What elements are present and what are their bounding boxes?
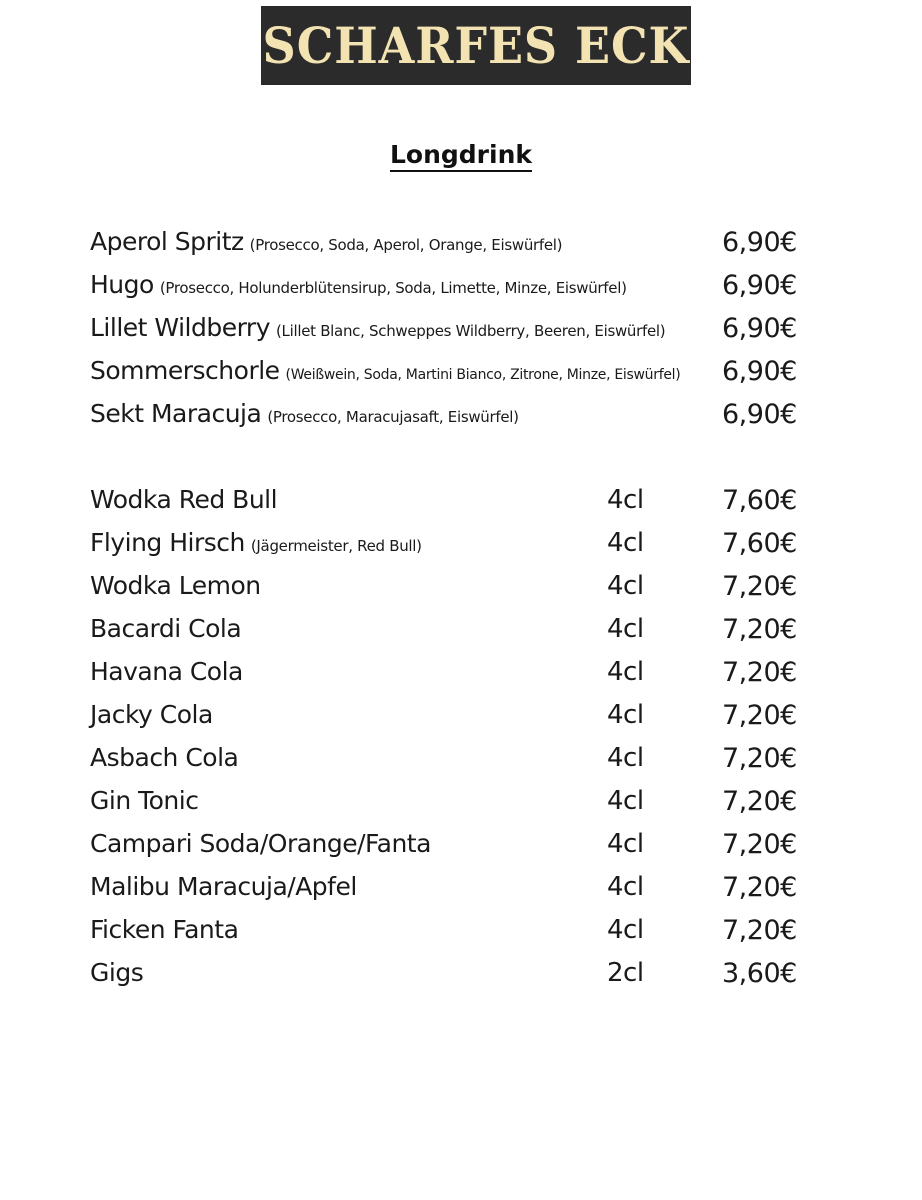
menu-item bbox=[90, 614, 830, 654]
item-price: 7,20€ bbox=[722, 829, 797, 860]
item-price: 6,90€ bbox=[722, 227, 797, 258]
item-size: 2cl bbox=[607, 958, 644, 988]
item-description: (Lillet Blanc, Schweppes Wildberry, Beeren, Eiswürfel) bbox=[276, 322, 666, 340]
menu-item bbox=[90, 958, 830, 998]
menu-item bbox=[90, 786, 830, 826]
item-price: 6,90€ bbox=[722, 270, 797, 301]
item-size: 4cl bbox=[607, 485, 644, 515]
item-name: Campari Soda/Orange/Fanta bbox=[90, 829, 431, 858]
menu-item bbox=[90, 700, 830, 740]
menu-item bbox=[90, 270, 830, 310]
item-price: 7,20€ bbox=[722, 786, 797, 817]
menu-item bbox=[90, 485, 830, 525]
item-price: 7,20€ bbox=[722, 872, 797, 903]
item-size: 4cl bbox=[607, 743, 644, 773]
menu-item bbox=[90, 528, 830, 568]
item-description: (Jägermeister, Red Bull) bbox=[250, 537, 422, 555]
item-name: Gigs bbox=[90, 958, 144, 987]
item-price: 6,90€ bbox=[722, 313, 797, 344]
item-name: Flying Hirsch bbox=[90, 528, 245, 557]
item-name: Ficken Fanta bbox=[90, 915, 239, 944]
item-size: 4cl bbox=[607, 872, 644, 902]
item-size: 4cl bbox=[607, 829, 644, 859]
item-name: Hugo bbox=[90, 270, 154, 299]
item-size: 4cl bbox=[607, 915, 644, 945]
item-size: 4cl bbox=[607, 528, 644, 558]
item-price: 7,20€ bbox=[722, 571, 797, 602]
logo-text: SCHARFES ECK bbox=[262, 16, 690, 75]
menu-item bbox=[90, 829, 830, 869]
menu-item bbox=[90, 657, 830, 697]
section-title bbox=[0, 140, 922, 169]
item-name: Asbach Cola bbox=[90, 743, 239, 772]
item-name: Wodka Lemon bbox=[90, 571, 261, 600]
item-price: 7,20€ bbox=[722, 614, 797, 645]
item-name: Sekt Maracuja bbox=[90, 399, 262, 428]
menu-item bbox=[90, 313, 830, 353]
item-size: 4cl bbox=[607, 657, 644, 687]
item-name: Lillet Wildberry bbox=[90, 313, 270, 342]
item-name: Havana Cola bbox=[90, 657, 243, 686]
item-name: Jacky Cola bbox=[90, 700, 213, 729]
item-price: 7,20€ bbox=[722, 915, 797, 946]
item-description: (Prosecco, Maracujasaft, Eiswürfel) bbox=[267, 408, 519, 426]
section-title-text: Longdrink bbox=[390, 140, 532, 172]
item-size: 4cl bbox=[607, 614, 644, 644]
menu-item bbox=[90, 743, 830, 783]
item-price: 3,60€ bbox=[722, 958, 797, 989]
item-name: Sommerschorle bbox=[90, 356, 280, 385]
item-description: (Prosecco, Holunderblütensirup, Soda, Limette, Minze, Eiswürfel) bbox=[159, 279, 627, 297]
item-description: (Weißwein, Soda, Martini Bianco, Zitrone, Minze, Eiswürfel) bbox=[285, 367, 681, 383]
menu-item bbox=[90, 571, 830, 611]
item-price: 6,90€ bbox=[722, 399, 797, 430]
item-name: Aperol Spritz bbox=[90, 227, 244, 256]
item-description: (Prosecco, Soda, Aperol, Orange, Eiswürfel) bbox=[249, 236, 563, 254]
item-price: 7,20€ bbox=[722, 657, 797, 688]
item-price: 7,20€ bbox=[722, 700, 797, 731]
item-name: Wodka Red Bull bbox=[90, 485, 278, 514]
item-price: 7,60€ bbox=[722, 528, 797, 559]
logo bbox=[261, 6, 691, 85]
menu-item bbox=[90, 227, 830, 267]
item-name: Bacardi Cola bbox=[90, 614, 242, 643]
item-size: 4cl bbox=[607, 700, 644, 730]
item-size: 4cl bbox=[607, 786, 644, 816]
item-name: Gin Tonic bbox=[90, 786, 199, 815]
item-price: 7,60€ bbox=[722, 485, 797, 516]
item-price: 6,90€ bbox=[722, 356, 797, 387]
menu-item bbox=[90, 356, 830, 396]
menu-item bbox=[90, 399, 830, 439]
item-size: 4cl bbox=[607, 571, 644, 601]
item-price: 7,20€ bbox=[722, 743, 797, 774]
menu-item bbox=[90, 872, 830, 912]
item-name: Malibu Maracuja/Apfel bbox=[90, 872, 357, 901]
menu-item bbox=[90, 915, 830, 955]
